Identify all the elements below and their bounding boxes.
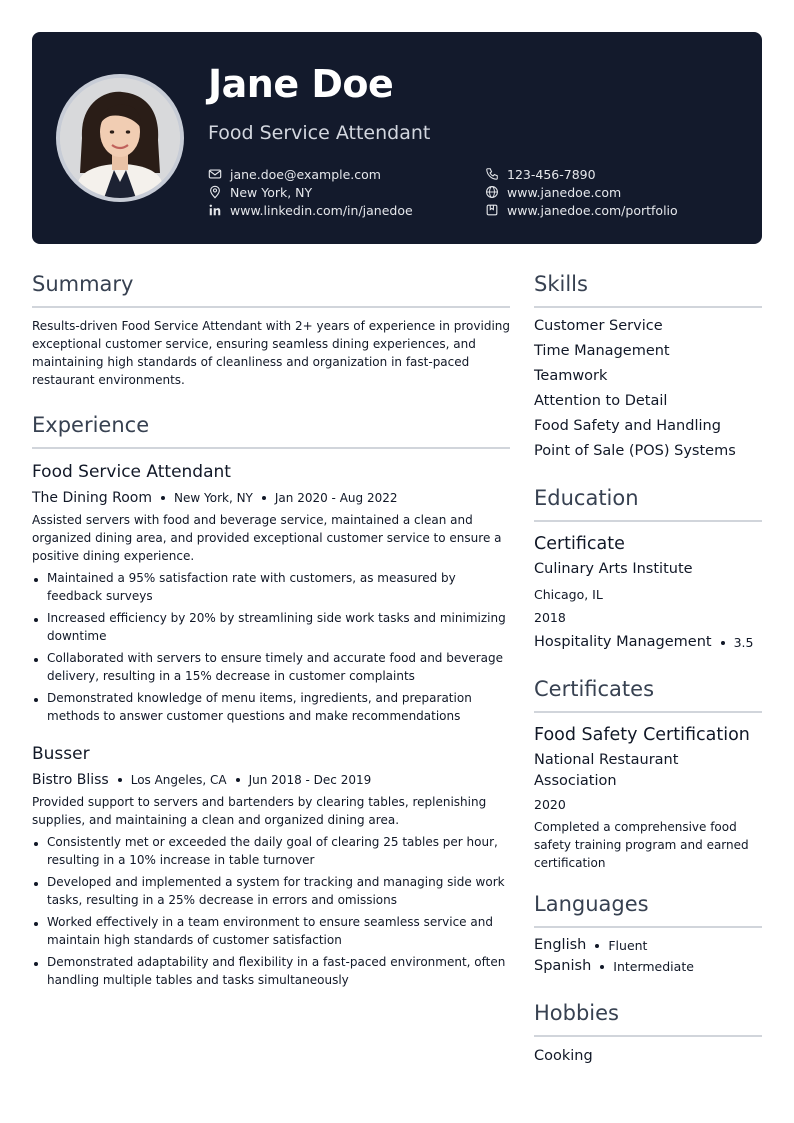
contact-phone-text: 123-456-7890 — [507, 166, 596, 182]
achievement-item: Worked effectively in a team environment to ensure seamless service and maintain high standards of customer satisfaction — [32, 913, 510, 949]
portfolio-icon — [485, 203, 499, 217]
summary-section — [32, 268, 510, 389]
hobby-item: Cooking — [534, 1048, 593, 1064]
education-location: Chicago, IL — [534, 587, 603, 602]
job-description: Provided support to servers and bartenders by clearing tables, replenishing supplies, and maintaining a clean and organized dining area. — [32, 795, 487, 827]
certificate-name: Food Safety Certification — [534, 725, 750, 745]
achievement-item: Developed and implemented a system for tracking and managing side work tasks, resulting in a 25% decrease in errors and omissions — [32, 873, 510, 909]
job-entry — [32, 743, 510, 989]
education-year: 2018 — [534, 610, 566, 625]
experience-divider — [32, 447, 510, 449]
skills-divider — [534, 306, 762, 308]
education-field-row — [534, 632, 762, 653]
job-location: New York, NY — [174, 491, 253, 505]
language-level: Intermediate — [613, 958, 694, 974]
achievement-item: Consistently met or exceeded the daily goal of clearing 25 tables per hour, resulting in a 10% increase in table turnover — [32, 833, 510, 869]
job-meta — [32, 488, 510, 508]
hobbies-heading: Hobbies — [534, 1001, 619, 1025]
language-item — [534, 956, 762, 977]
contact-phone[interactable] — [485, 165, 596, 183]
contact-portfolio-text: www.janedoe.com/portfolio — [507, 202, 678, 218]
separator-dot — [236, 778, 240, 782]
languages-heading: Languages — [534, 892, 649, 916]
achievement-item: Collaborated with servers to ensure timely and accurate food and beverage delivery, resulting in a 15% decrease in customer complaints — [32, 649, 510, 685]
hobbies-section — [534, 997, 762, 1069]
separator-dot — [600, 965, 604, 969]
phone-icon — [485, 167, 499, 181]
skill-item: Teamwork — [534, 368, 608, 384]
certificates-heading: Certificates — [534, 677, 655, 701]
summary-heading: Summary — [32, 272, 134, 296]
certificates-divider — [534, 711, 762, 713]
experience-section — [32, 409, 510, 989]
profile-photo-avatar — [56, 74, 184, 202]
contact-location — [208, 183, 312, 201]
job-description: Assisted servers with food and beverage service, maintained a clean and organized dining area, and provided exceptional customer service to ensure a positive dining experience. — [32, 513, 502, 563]
education-divider — [534, 520, 762, 522]
contact-website-text: www.janedoe.com — [507, 184, 622, 200]
achievement-item: Demonstrated adaptability and flexibility in a fast-paced environment, often handling multiple tables and tasks simultaneously — [32, 953, 510, 989]
contact-email[interactable] — [208, 165, 381, 183]
skills-section — [534, 268, 762, 464]
separator-dot — [118, 778, 122, 782]
certificate-year: 2020 — [534, 797, 566, 812]
certificate-issuer-line1: National Restaurant — [534, 752, 679, 768]
education-heading: Education — [534, 486, 639, 510]
achievement-item: Demonstrated knowledge of menu items, ingredients, and preparation methods to answer customer questions and make recommendations — [32, 689, 510, 725]
skill-item: Attention to Detail — [534, 393, 668, 409]
job-meta — [32, 770, 510, 790]
language-level: Fluent — [608, 937, 648, 953]
candidate-role: Food Service Attendant — [208, 122, 431, 144]
contact-website[interactable] — [485, 183, 621, 201]
skill-item: Time Management — [534, 343, 670, 359]
education-degree: Certificate — [534, 534, 625, 554]
separator-dot — [595, 944, 599, 948]
languages-divider — [534, 926, 762, 928]
job-company: The Dining Room — [32, 490, 152, 506]
job-dates: Jan 2020 - Aug 2022 — [274, 491, 398, 505]
skill-item: Customer Service — [534, 318, 663, 334]
separator-dot — [721, 641, 725, 645]
certificate-description: Completed a comprehensive food safety training program and earned certification — [534, 820, 749, 870]
job-entry — [32, 461, 510, 725]
certificate-issuer-line2: Association — [534, 773, 617, 789]
languages-list — [534, 935, 762, 977]
contact-portfolio[interactable] — [485, 201, 678, 219]
separator-dot — [262, 496, 266, 500]
job-location: Los Angeles, CA — [130, 773, 227, 787]
languages-section — [534, 888, 762, 977]
contact-email-text: jane.doe@example.com — [230, 166, 381, 182]
job-dates: Jun 2018 - Dec 2019 — [248, 773, 372, 787]
contact-linkedin[interactable] — [208, 201, 413, 219]
resume-header — [32, 32, 762, 244]
mail-icon — [208, 167, 222, 181]
education-field: Hospitality Management — [534, 634, 712, 650]
language-item — [534, 935, 762, 956]
achievement-item: Increased efficiency by 20% by streamlining side work tasks and minimizing downtime — [32, 609, 510, 645]
candidate-name: Jane Doe — [208, 62, 394, 106]
separator-dot — [161, 496, 165, 500]
skill-item: Point of Sale (POS) Systems — [534, 443, 736, 459]
achievement-item: Maintained a 95% satisfaction rate with customers, as measured by feedback surveys — [32, 569, 510, 605]
job-company: Bistro Bliss — [32, 772, 109, 788]
job-achievements-list — [32, 833, 510, 989]
certificates-section — [534, 673, 762, 872]
job-title: Busser — [32, 744, 90, 764]
education-gpa: 3.5 — [733, 634, 754, 650]
right-column — [534, 268, 762, 1069]
globe-icon — [485, 185, 499, 199]
experience-heading: Experience — [32, 413, 150, 437]
job-achievements-list — [32, 569, 510, 725]
skills-list — [534, 314, 762, 464]
education-school: Culinary Arts Institute — [534, 561, 693, 577]
left-column — [32, 268, 510, 989]
linkedin-icon — [208, 203, 222, 217]
skills-heading: Skills — [534, 272, 588, 296]
summary-text: Results-driven Food Service Attendant with 2+ years of experience in providing exceptional customer service, ensuring seamless dining experiences, and maintaining high standards of cleanliness and organization in fast-paced restaurant environments. — [32, 319, 511, 387]
summary-divider — [32, 306, 510, 308]
job-title: Food Service Attendant — [32, 462, 231, 482]
skill-item: Food Safety and Handling — [534, 418, 721, 434]
profile-photo-image — [60, 78, 180, 198]
contact-location-text: New York, NY — [230, 184, 313, 200]
language-name: English — [534, 937, 587, 953]
contact-linkedin-text: www.linkedin.com/in/janedoe — [230, 202, 413, 218]
language-name: Spanish — [534, 958, 592, 974]
hobbies-divider — [534, 1035, 762, 1037]
location-pin-icon — [208, 185, 222, 199]
education-section — [534, 482, 762, 653]
